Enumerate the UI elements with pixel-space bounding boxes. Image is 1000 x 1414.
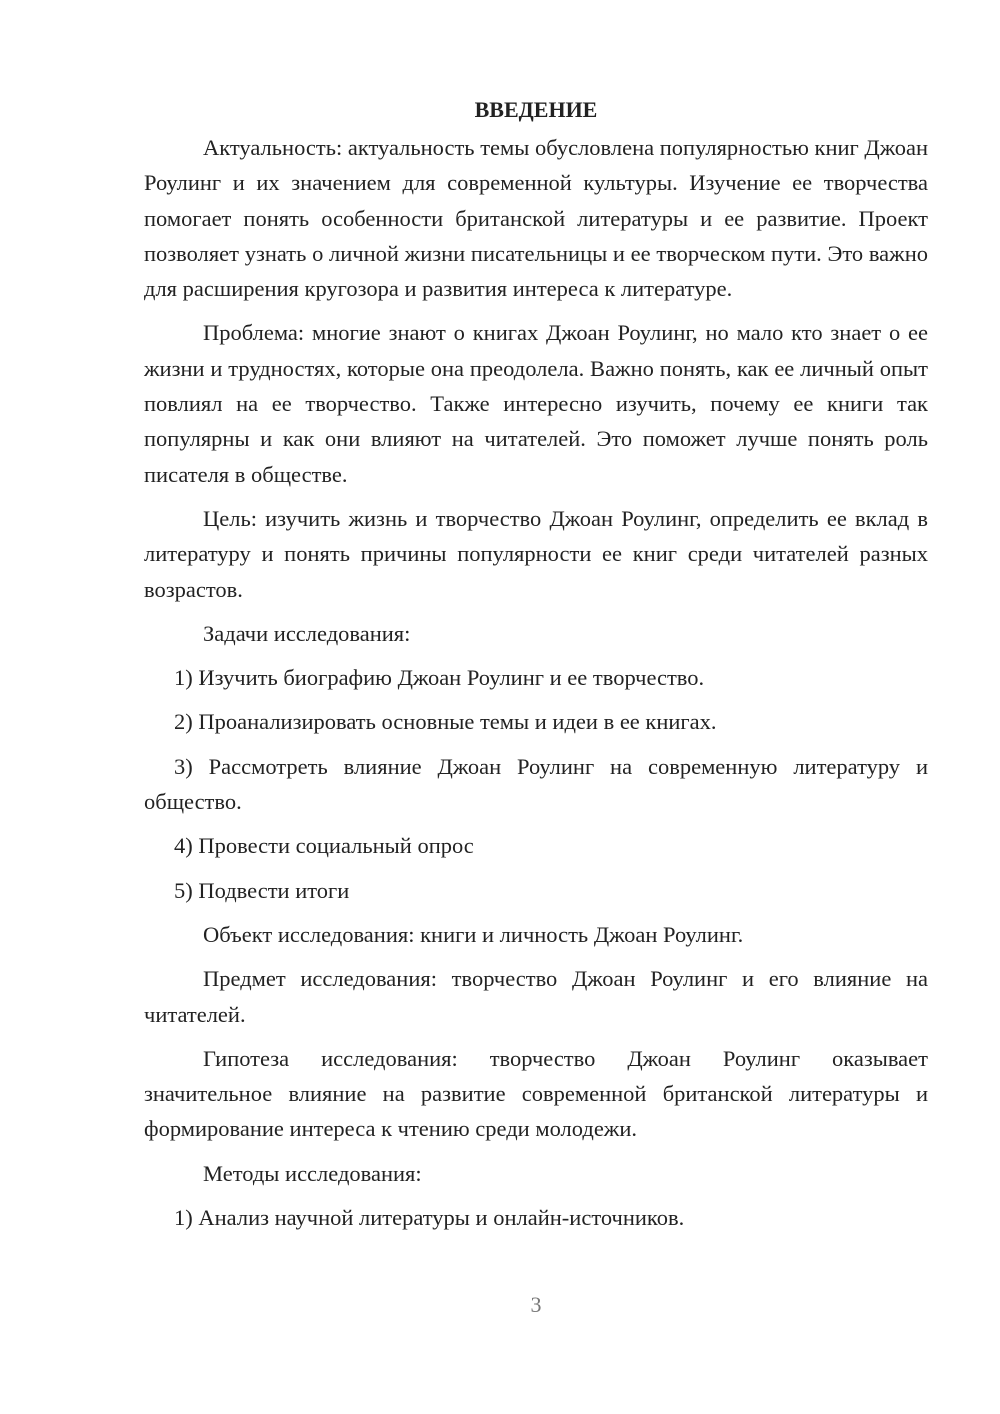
goal-paragraph: Цель: изучить жизнь и творчество Джоан Роулинг, определить ее вклад в литературу и понять причины популярности ее книг среди читателей разных возрастов. xyxy=(144,505,928,602)
task-item-3: 3) Рассмотреть влияние Джоан Роулинг на современную литературу и общество. xyxy=(144,753,928,815)
task-item-2: 2) Проанализировать основные темы и идеи в ее книгах. xyxy=(174,709,717,735)
methods-heading: Методы исследования: xyxy=(203,1160,422,1186)
task-item-5: 5) Подвести итоги xyxy=(174,877,350,903)
method-item-1: 1) Анализ научной литературы и онлайн-источников. xyxy=(174,1205,685,1231)
problem-paragraph: Проблема: многие знают о книгах Джоан Роулинг, но мало кто знает о ее жизни и трудностях, которые она преодолела. Важно понять, как ее личный опыт повлиял на ее творчество. Также интересно изучить, почему ее книги так популярны и как они влияют на читателей. Это поможет лучше понять роль писателя в обществе. xyxy=(144,320,928,487)
tasks-heading: Задачи исследования: xyxy=(203,620,411,646)
section-title: ВВЕДЕНИЕ xyxy=(474,97,598,122)
document-body xyxy=(144,92,928,1244)
object-paragraph: Объект исследования: книги и личность Джоан Роулинг. xyxy=(203,921,744,947)
task-item-4: 4) Провести социальный опрос xyxy=(174,833,474,859)
task-item-1: 1) Изучить биографию Джоан Роулинг и ее творчество. xyxy=(174,665,705,691)
relevance-paragraph: Актуальность: актуальность темы обусловлена популярностью книг Джоан Роулинг и их значением для современной культуры. Изучение ее творчества помогает понять особенности британской литературы и ее развитие. Проект позволяет узнать о личной жизни писательницы и ее творческом пути. Это важно для расширения кругозора и развития интереса к литературе. xyxy=(144,135,929,302)
hypothesis-paragraph: Гипотеза исследования: творчество Джоан Роулинг оказывает значительное влияние на развитие современной британской литературы и формирование интереса к чтению среди молодежи. xyxy=(144,1045,928,1142)
subject-paragraph: Предмет исследования: творчество Джоан Роулинг и его влияние на читателей. xyxy=(144,966,928,1027)
page-number: 3 xyxy=(530,1292,542,1317)
